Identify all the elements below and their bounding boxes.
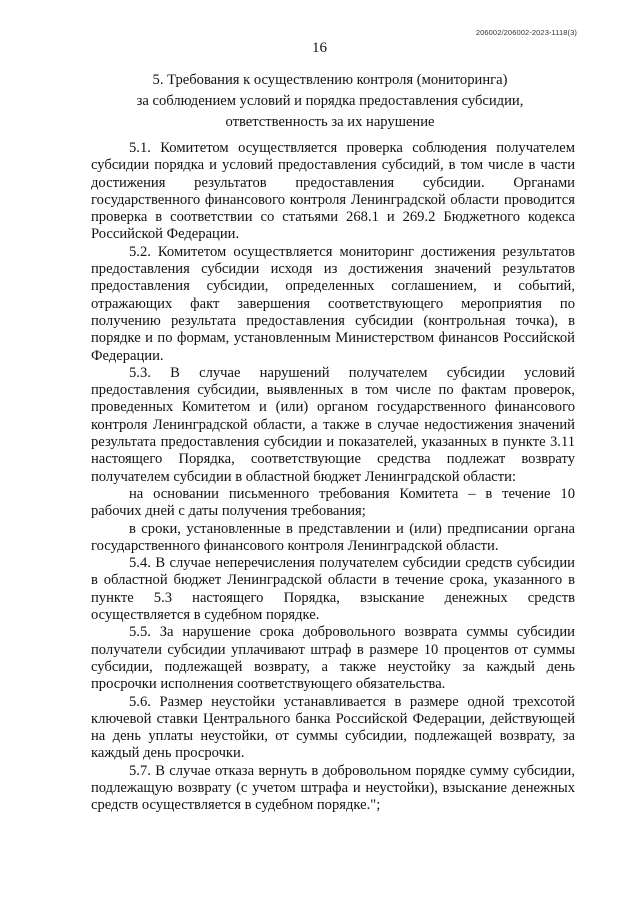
paragraph-5-4: 5.4. В случае неперечисления получателем субсидии средств субсидии в областной бюджет Ленинградской области в течение срока, указанного в пункте 5.3 настоящего Порядка, взыскание денежных средств осуществляется в судебном порядке. (91, 555, 575, 624)
paragraph-5-3: 5.3. В случае нарушений получателем субсидии условий предоставления субсидии, выявленных в том числе по фактам проверок, проведенных Комитетом и (или) органом государственного финансового контроля Ленинградской области, а также в случае недостижения значений результата предоставления субсидии и показателей, указанных в пункте 3.11 настоящего Порядка, соответствующие средства подлежат возврату получателем субсидии в областной бюджет Ленинградской области: (91, 364, 575, 485)
paragraph-5-7: 5.7. В случае отказа вернуть в добровольном порядке сумму субсидии, подлежащую возврату (с учетом штрафа и неустойки), взыскание денежных средств осуществляется в судебном порядке."; (91, 762, 575, 814)
paragraph-5-1: 5.1. Комитетом осуществляется проверка соблюдения получателем субсидии порядка и условий предоставления субсидий, в том числе в части достижения результатов предоставления субсидии. Органами государственного финансового контроля Ленинградской области проводится проверка в соответствии со статьями 268.1 и 269.2 Бюджетного кодекса Российской Федерации. (91, 140, 575, 243)
paragraph-5-3-item-2: в сроки, установленные в представлении и (или) предписании органа государственного финансового контроля Ленинградской области. (91, 520, 575, 554)
paragraph-5-5: 5.5. За нарушение срока добровольного возврата суммы субсидии получатели субсидии уплачивают штраф в размере 10 процентов от суммы субсидии, подлежащей возврату, а также неустойку за каждый день просрочки исполнения соответствующего обязательства. (91, 624, 575, 693)
section-heading-line: за соблюдением условий и порядка предоставления субсидии, (136, 93, 524, 109)
paragraph-5-3-item-1: на основании письменного требования Комитета – в течение 10 рабочих дней с даты получения требования; (91, 485, 575, 520)
page-number: 16 (312, 40, 327, 56)
paragraph-5-2: 5.2. Комитетом осуществляется мониторинг достижения результатов предоставления субсидии исходя из достижения значений результатов предоставления субсидии, определенных соглашением, и событий, отражающих факт завершения соответствующего мероприятия по получению результата предоставления субсидии (контрольная точка), в порядке и по формам, установленным Министерством финансов Российской Федерации. (91, 243, 575, 364)
section-heading (80, 70, 580, 133)
section-heading-line: 5. Требования к осуществлению контроля (мониторинга) (152, 72, 508, 88)
document-id: 206002/206002-2023-1118(3) (475, 28, 577, 37)
document-body (91, 140, 575, 815)
section-heading-line: ответственность за их нарушение (225, 114, 435, 130)
paragraph-5-6: 5.6. Размер неустойки устанавливается в размере одной трехсотой ключевой ставки Центрального банка Российской Федерации, действующей на день уплаты неустойки, от суммы субсидии, подлежащей возврату, за каждый день просрочки. (91, 693, 575, 762)
